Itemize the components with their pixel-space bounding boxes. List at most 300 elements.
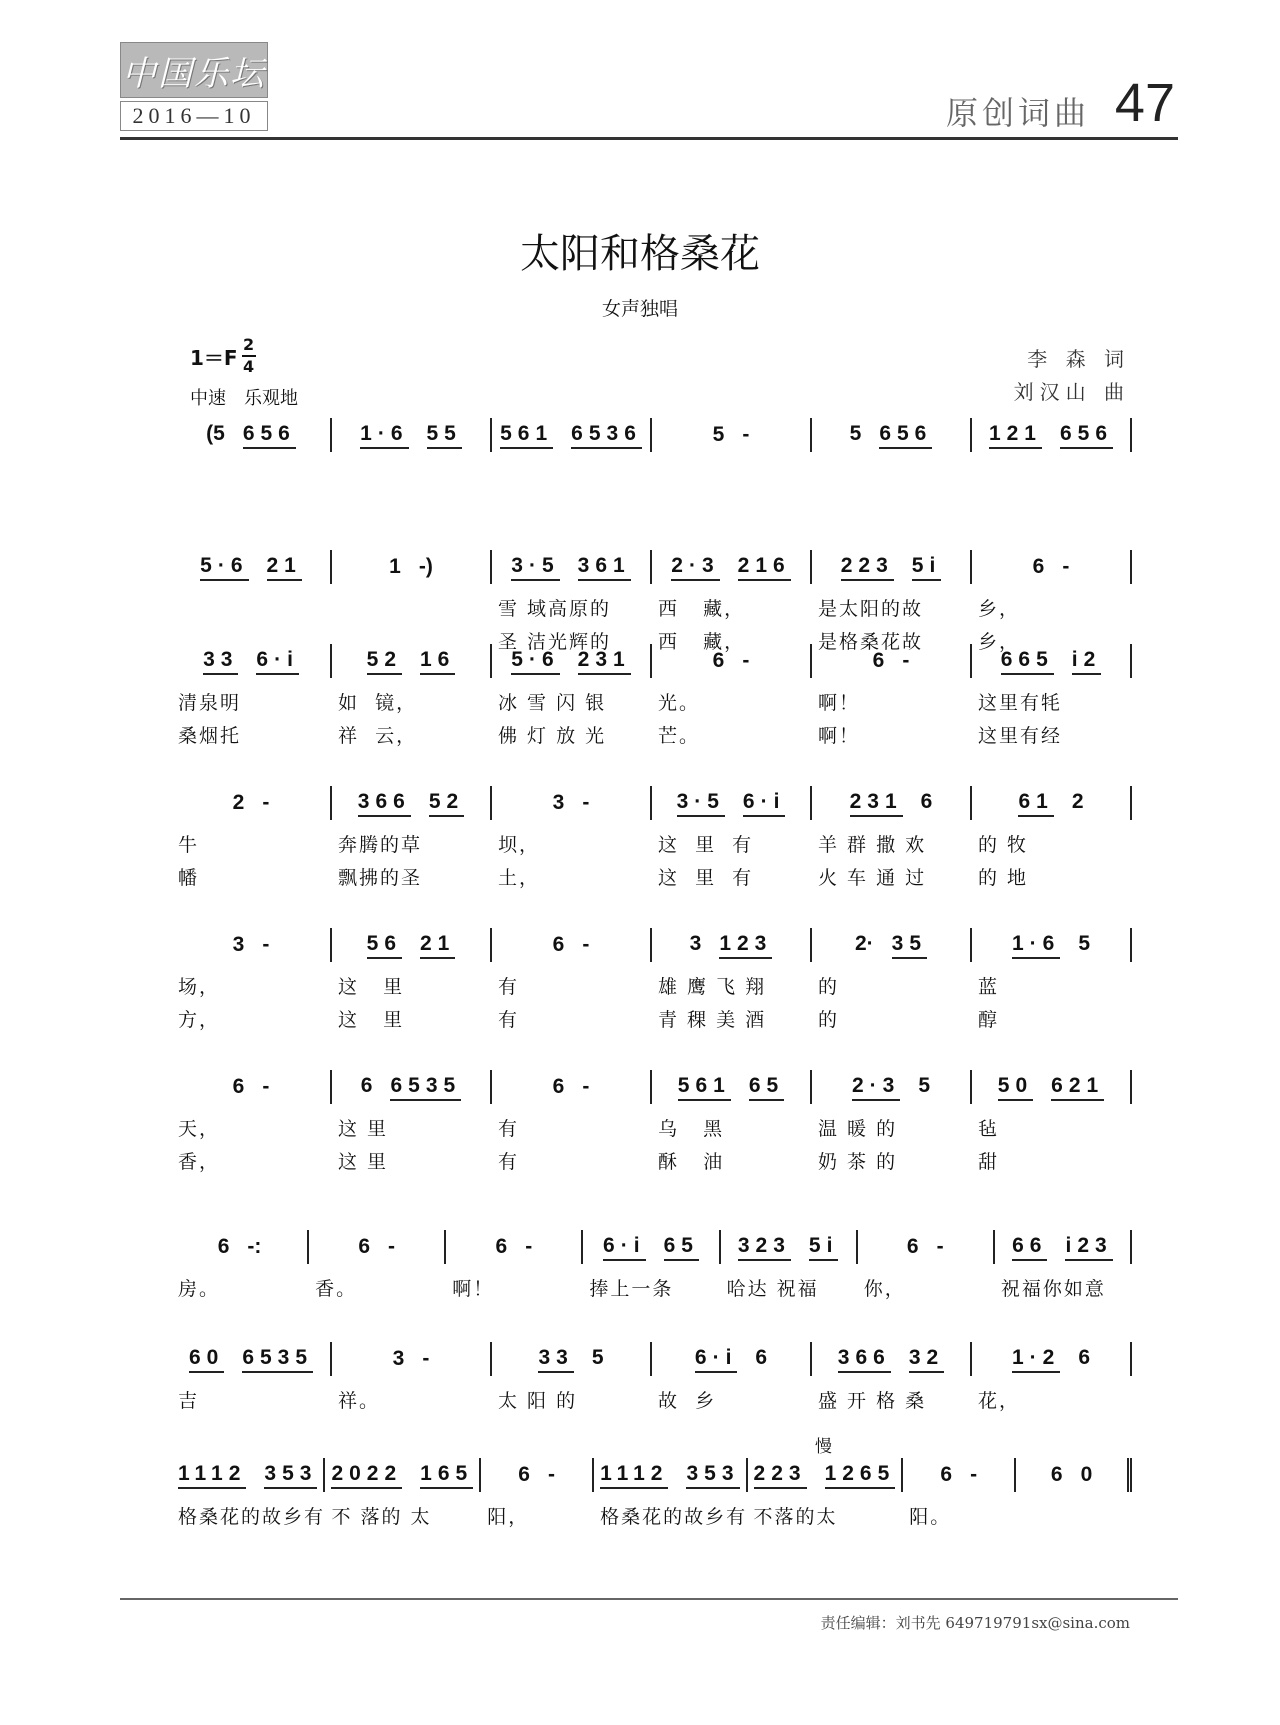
measure [652,928,812,1031]
note-group: 6 [906,1235,919,1258]
note-group: 5 [1078,931,1091,955]
lyric-verse-2: 酥 油 [658,1151,725,1173]
notes [189,1346,313,1373]
lyric-verse-1: 祝福你如意 [1000,1278,1106,1300]
notes [367,648,456,675]
notes [233,791,270,815]
notes [233,1075,270,1099]
lyric-verse-2: 的 [818,1009,840,1031]
lyric-verse-2: 方， [178,1009,221,1031]
note-group: 361 [578,554,631,581]
lyric-verse-2: 醇 [978,1009,1000,1031]
issue-date: 2016—10 [120,101,268,131]
lyric-verse-1: 花， [978,1390,1021,1412]
notes [358,1235,395,1259]
notes [511,648,630,675]
lyric-verse-2: 乡， [978,631,1021,653]
note-group: 3 [689,931,702,955]
note-group: 6 [552,933,565,956]
note-group: 231 [578,648,631,675]
notes [518,1463,555,1487]
note-group: - [582,1075,590,1098]
lyric-verse-1: 格桑花的故乡有 [178,1506,326,1528]
note-group: 223 [841,554,894,581]
notes [233,933,270,957]
measure [492,550,652,653]
lyric-verse-2: 的 地 [978,867,1029,889]
measure [812,644,972,747]
lyric-verse-1: 光。 [658,692,701,714]
measure [332,644,492,747]
notes [178,1462,317,1489]
note-group: - [388,1235,396,1258]
measure [332,418,492,452]
lyric-verse-2: 这 里 [338,1009,405,1031]
lyric-verse-1: 奔腾的草 [338,834,423,856]
note-group: 6 [232,1075,245,1098]
note-group: 52 [367,648,402,675]
measure [309,1230,446,1300]
notes [331,1462,473,1489]
lyric-verse-2: 青 稞 美 酒 [658,1009,767,1031]
note-group: 1·6 [360,422,408,449]
lyric-verse-1: 是太阳的故 [818,598,924,620]
lyric-verse-1: 不 落的 太 [331,1506,432,1528]
editor-credit: 责任编辑：刘书先 [820,1614,941,1632]
lyric-verse-2: 甜 [978,1151,1000,1173]
lyric-verse-1: 有 [498,976,520,998]
note-group: 2 [1071,789,1084,813]
measure [858,1230,995,1300]
note-group: (5 [206,421,225,445]
note-group: 2· [854,931,874,955]
lyric-verse-2: 祥 云， [338,725,418,747]
lyric-verse-2: 啊！ [818,725,861,747]
note-group: 323 [738,1234,791,1261]
notes [738,1234,839,1261]
notes [1001,648,1102,675]
time-top: 2 [243,335,255,354]
lyric-verse-1: 清泉明 [178,692,242,714]
lyric-verse-1: 毡 [978,1118,1000,1140]
logo-text: 中国乐坛 [122,53,266,94]
note-group: 5 [849,421,862,445]
lyricist-credit: 李 森 词 [1027,347,1130,371]
notes [850,790,933,817]
measure [972,1342,1132,1412]
note-group: 50 [998,1074,1033,1101]
measure [172,786,332,889]
note-group: 656 [243,422,296,449]
lyric-verse-2: 这 里 有 [658,867,754,889]
note-group: 0 [1080,1463,1093,1486]
note-group: 6 [518,1463,530,1486]
notes [907,1235,944,1259]
lyric-verse-1: 啊！ [452,1278,495,1300]
lyric-verse-1: 阳。 [909,1506,952,1528]
notes [600,1462,739,1489]
lyric-verse-1: 这 里 [338,1118,389,1140]
lyric-verse-1: 温 暖 的 [818,1118,898,1140]
notes [361,1074,461,1101]
notes [838,1346,944,1373]
note-group: 366 [838,1346,891,1373]
note-group: 2 [232,791,245,814]
lyric-verse-2: 幡 [178,867,200,889]
measure [332,928,492,1031]
notes [200,554,302,581]
note-group: 561 [678,1074,731,1101]
notes [496,1235,533,1259]
lyric-verse-1: 这 里 有 [658,834,754,856]
lyric-verse-2: 是格桑花故 [818,631,924,653]
note-group: 6535 [390,1074,461,1101]
measure [492,644,652,747]
measure [721,1230,858,1300]
note-group: 6 [755,1345,768,1369]
lyric-verse-1: 捧上一条 [589,1278,674,1300]
note-group: - [262,1075,270,1098]
notes [940,1463,977,1487]
note-group: 6 [712,649,725,672]
note-group: 2·3 [671,554,719,581]
note-group: 5i [912,554,942,581]
lyric-verse-2: 飘拂的圣 [338,867,423,889]
measure [972,786,1132,889]
lyric-verse-2: 有 [498,1009,520,1031]
lyric-verse-2: 有 [498,1151,520,1173]
lyric-verse-2: 桑烟托 [178,725,242,747]
measure [172,644,332,747]
measure [172,1342,332,1412]
note-group: 6·i [743,790,786,817]
note-group: i2 [1072,648,1102,675]
notes [713,649,750,673]
notes [206,422,296,449]
measure [446,1230,583,1300]
note-group: 5i [809,1234,839,1261]
section-title: 原创词曲 [945,94,1090,132]
key-label: 1＝F [190,345,238,370]
magazine-logo [120,42,268,98]
note-group: 231 [850,790,903,817]
lyric-verse-1: 乡， [978,598,1021,620]
note-group: 1112 [178,1462,246,1489]
measure [332,550,492,584]
footer-divider [120,1598,1178,1600]
note-group: - [970,1463,978,1486]
lyric-verse-1: 这里有牦 [978,692,1063,714]
measure [812,786,972,889]
measure [972,928,1132,1031]
measure [492,418,652,452]
note-group: - [262,933,270,956]
score-row [172,644,1132,747]
measure [812,928,972,1031]
footer [821,1612,1130,1633]
measure [903,1458,1016,1528]
note-group: 65 [664,1234,699,1261]
note-group: - [742,423,750,446]
note-group: 6 [920,789,933,813]
note-group: 656 [1060,422,1113,449]
measure [748,1458,904,1528]
note-group: 665 [1001,648,1054,675]
notes [855,932,927,959]
lyric-verse-1: 西 藏， [658,598,746,620]
page-number: 47 [1114,73,1175,133]
note-group: 5 [712,423,725,446]
note-group: 1265 [825,1462,896,1489]
score-row [172,418,1132,452]
notes [393,1347,430,1371]
note-group: 223 [754,1462,807,1489]
measure [972,418,1132,452]
lyric-verse-2: 西 藏， [658,631,746,653]
lyric-verse-1: 不落的太 [753,1506,838,1528]
note-group: - [525,1235,533,1258]
note-group: 366 [358,790,411,817]
measure [972,1070,1132,1173]
lyric-verse-1: 牛 [178,834,200,856]
lyric-verse-2: 这里有经 [978,725,1063,747]
notes [695,1346,767,1373]
measure [172,928,332,1031]
notes [690,932,773,959]
notes [850,422,933,449]
lyric-verse-1: 坝， [498,834,541,856]
time-signature [242,337,256,375]
editor-email: 649719791sx@sina.com [945,1614,1130,1632]
song-title: 太阳和格桑花 [520,231,760,277]
measure [652,1070,812,1173]
tempo-marking: 中速 乐观地 [190,388,298,409]
note-group: 1 [389,555,401,578]
song-subtitle: 女声独唱 [601,298,678,320]
note-group: - [742,649,750,672]
note-group: -) [418,555,433,578]
note-group: 35 [892,932,927,959]
note-group: 16 [420,648,455,675]
measure [812,1070,972,1173]
note-group: 55 [427,422,462,449]
lyric-verse-1: 这 里 [338,976,405,998]
notes [511,554,630,581]
measure [481,1458,594,1528]
note-group: 6 [358,1235,371,1258]
lyric-verse-2: 芒。 [658,725,701,747]
lyric-verse-1: 乌 黑 [658,1118,725,1140]
notes [677,790,786,817]
notes [852,1074,930,1101]
score-row [172,1458,1132,1528]
lyric-verse-1: 羊 群 撒 欢 [818,834,927,856]
lyric-verse-1: 祥。 [338,1390,381,1412]
score-row [172,928,1132,1031]
note-group: i23 [1065,1234,1112,1261]
score-row [172,1070,1132,1173]
measure [332,1342,492,1412]
measure [172,1070,332,1173]
note-group: 1·2 [1012,1346,1060,1373]
note-group: 621 [1051,1074,1104,1101]
notes [678,1074,784,1101]
notes [989,422,1113,449]
measure [1016,1458,1132,1492]
note-group: 60 [189,1346,224,1373]
measure [812,1342,972,1412]
note-group: 21 [267,554,302,581]
note-group: 33 [538,1346,573,1373]
note-group: 66 [1012,1234,1047,1261]
note-group: 6535 [242,1346,313,1373]
note-group: 3 [392,1347,405,1370]
lyric-verse-2: 香， [178,1151,221,1173]
lyric-verse-1: 场， [178,976,221,998]
lyric-verse-1: 盛 开 格 桑 [818,1390,927,1412]
note-group: 56 [367,932,402,959]
measure [594,1458,748,1528]
notes [671,554,790,581]
measure [492,786,652,889]
note-group: 1·6 [1012,932,1060,959]
measure [172,418,332,452]
note-group: - [1062,555,1070,578]
lyric-verse-2: 奶 茶 的 [818,1151,898,1173]
note-group: - [582,933,590,956]
note-group: 6·i [603,1234,646,1261]
note-group: 6·i [256,648,299,675]
notes [1051,1463,1092,1487]
notes [218,1235,262,1259]
lyric-verse-1: 的 [818,976,840,998]
measure [492,1070,652,1173]
lyric-verse-1: 哈达 祝福 [726,1278,819,1300]
note-group: 1112 [600,1462,668,1489]
lyric-verse-1: 蓝 [978,976,1000,998]
lyric-verse-1: 的 牧 [978,834,1029,856]
lyric-verse-2: 圣 洁光辉的 [498,631,612,653]
note-group: 353 [264,1462,317,1489]
note-group: 3·5 [677,790,725,817]
header-divider [120,137,1178,140]
note-group: 5 [918,1073,931,1097]
note-group: 5 [591,1345,604,1369]
note-group: 5·6 [200,554,248,581]
note-group: 6 [1078,1345,1091,1369]
notes [553,933,590,957]
lyric-verse-1: 你， [863,1278,906,1300]
notes [500,422,642,449]
lyric-verse-1: 房。 [178,1278,221,1300]
note-group: 6 [1032,555,1045,578]
notes [603,1234,699,1261]
lyric-verse-1: 有 [498,1118,520,1140]
note-group: - [262,791,270,814]
measure [812,550,972,653]
note-group: 121 [989,422,1042,449]
measure [492,928,652,1031]
measure [972,644,1132,747]
measure [652,418,812,452]
notes [1012,932,1090,959]
note-group: 52 [429,790,464,817]
note-group: 3·5 [511,554,559,581]
lyric-verse-1: 如 镜， [338,692,418,714]
measure [652,644,812,747]
measure [583,1230,720,1300]
notes [998,1074,1104,1101]
measure [325,1458,481,1528]
measure [172,1458,326,1528]
measure [652,1342,812,1412]
lyric-verse-1: 天， [178,1118,221,1140]
note-group: 165 [420,1462,473,1489]
note-group: -: [247,1235,262,1258]
notes [203,648,299,675]
score-row [172,1230,1132,1300]
notes [358,790,464,817]
note-group: - [936,1235,944,1258]
note-group: 32 [909,1346,944,1373]
lyric-verse-1: 吉 [178,1390,200,1412]
measure [332,1070,492,1173]
note-group: 561 [500,422,553,449]
note-group: 353 [686,1462,739,1489]
note-group: 6 [360,1073,373,1097]
lyric-verse-2: 这 里 [338,1151,389,1173]
lyric-verse-2: 火 车 通 过 [818,867,927,889]
notes [841,554,942,581]
note-group: 6 [1050,1463,1063,1486]
note-group: 123 [719,932,772,959]
notes [1033,555,1070,579]
lyric-verse-2: 土， [498,867,541,889]
measure [812,418,972,452]
lyric-verse-1: 故 乡 [658,1390,717,1412]
score-row [172,786,1132,889]
measure [492,1342,652,1412]
measure [972,550,1132,653]
lyric-verse-1: 啊！ [818,692,861,714]
lyric-verse-1: 格桑花的故乡有 [600,1506,748,1528]
key-signature [190,337,256,375]
lyric-verse-1: 阳， [487,1506,530,1528]
note-group: - [422,1347,430,1370]
note-group: 6 [552,1075,565,1098]
note-group: 2·3 [852,1074,900,1101]
lyric-verse-1: 太 阳 的 [498,1390,578,1412]
slow-marking: 慢 [815,1437,832,1457]
notes [538,1346,603,1373]
notes [367,932,456,959]
notes [754,1462,896,1489]
measure [652,550,812,653]
notes [1018,790,1083,817]
notes [1012,1346,1090,1373]
note-group: 3 [232,933,245,956]
score-row [172,550,1132,653]
note-group: 21 [420,932,455,959]
note-group: 216 [738,554,791,581]
note-group: 656 [879,422,932,449]
note-group: 61 [1018,790,1053,817]
time-bottom: 4 [243,357,255,376]
measure [172,550,332,584]
note-group: 5·6 [511,648,559,675]
note-group: 6 [217,1235,230,1258]
note-group: 6 [872,649,885,672]
